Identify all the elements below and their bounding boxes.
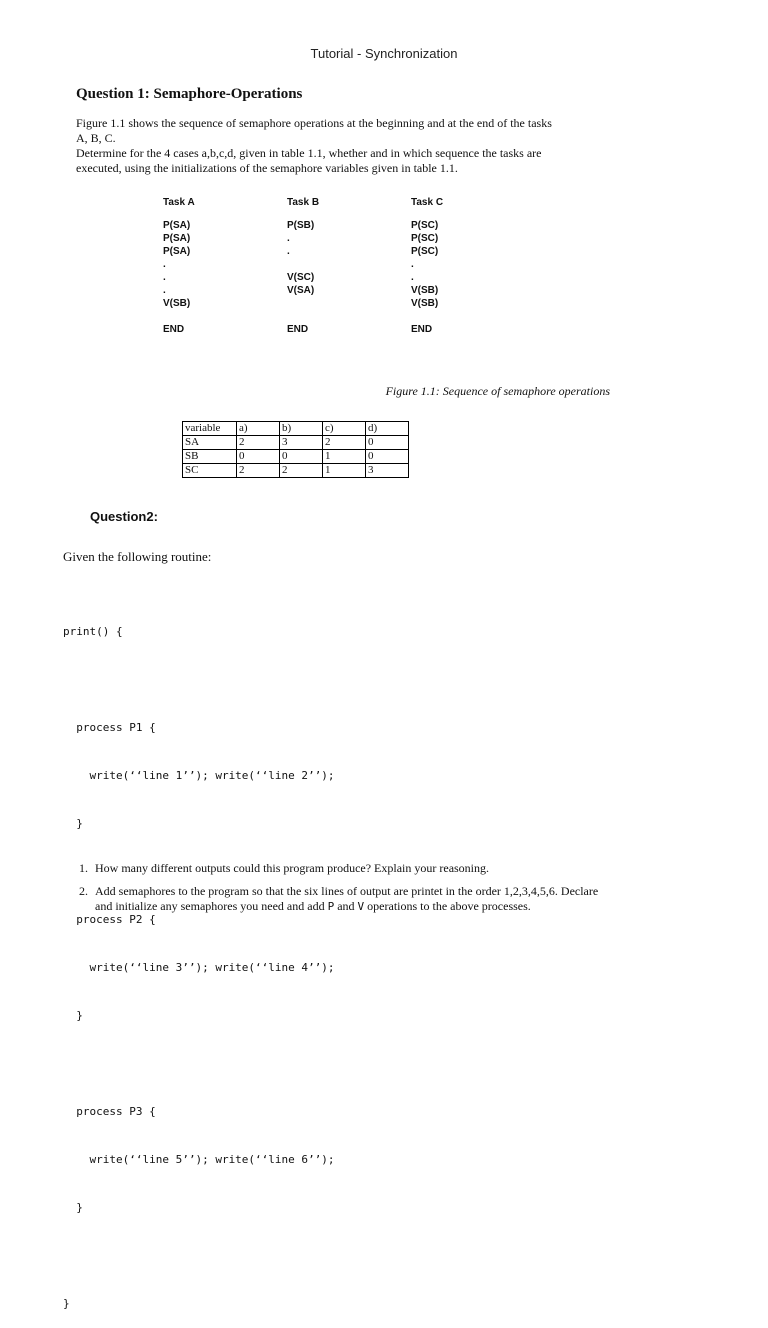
table-cell: 2: [323, 436, 366, 450]
task-c-op: P(SC): [411, 220, 439, 231]
code-line: write(‘‘line 5’’); write(‘‘line 6’’);: [63, 1153, 335, 1166]
table-cell: 1: [323, 464, 366, 478]
code-line: process P3 {: [63, 1105, 156, 1118]
task-c-op: END: [411, 324, 433, 335]
task-a-op: .: [163, 272, 166, 283]
task-b-op: [287, 297, 319, 310]
code-line: [63, 1248, 335, 1264]
table-cell: 3: [280, 436, 323, 450]
task-b-op: [287, 258, 319, 271]
code-line: print() {: [63, 625, 123, 638]
task-c-op: .: [411, 259, 414, 270]
task-a-op: P(SA): [163, 220, 191, 231]
table-cell: 0: [366, 450, 409, 464]
v-operation-keyword: V: [357, 900, 365, 913]
question2-items: [79, 861, 599, 922]
table-header-cell: a): [237, 422, 280, 436]
code-line: [63, 672, 335, 688]
code-line: }: [63, 1201, 83, 1214]
code-line: write(‘‘line 1’’); write(‘‘line 2’’);: [63, 769, 335, 782]
table-header-cell: d): [366, 422, 409, 436]
code-block: [63, 592, 335, 1328]
item-number: 1.: [79, 861, 88, 875]
task-b-op: END: [287, 324, 309, 335]
task-b-op: V(SA): [287, 285, 315, 296]
item-text-part: and: [334, 899, 358, 913]
task-a-op: [163, 310, 195, 323]
table-row: [183, 450, 409, 464]
table-header-cell: b): [280, 422, 323, 436]
table-header-cell: variable: [183, 422, 237, 436]
task-c-op: V(SB): [411, 285, 439, 296]
task-c-op: V(SB): [411, 298, 439, 309]
item-text-part: operations to the above processes.: [364, 899, 531, 913]
code-line: write(‘‘line 3’’); write(‘‘line 4’’);: [63, 961, 335, 974]
task-a-op: P(SA): [163, 233, 191, 244]
table-header-row: [183, 422, 409, 436]
question1-paragraph-1: Figure 1.1 shows the sequence of semaphore operations at the beginning and at the end of the tasks A, B, C.: [76, 116, 552, 145]
task-a-header: Task A: [163, 197, 195, 208]
task-a-column: [163, 196, 195, 336]
task-c-op: [411, 310, 443, 323]
p-operation-keyword: P: [327, 900, 335, 913]
task-b-header: Task B: [287, 197, 320, 208]
item-text: [95, 884, 599, 914]
task-c-op: P(SC): [411, 246, 439, 257]
question2-intro: Given the following routine:: [63, 549, 212, 564]
list-item: [79, 884, 599, 914]
task-c-op: P(SC): [411, 233, 439, 244]
list-item: [79, 861, 599, 876]
code-line: process P1 {: [63, 721, 156, 734]
table-row: [183, 436, 409, 450]
code-line: [63, 1056, 335, 1072]
table-cell: 2: [280, 464, 323, 478]
figure-caption: Figure 1.1: Sequence of semaphore operations: [385, 384, 610, 398]
table-cell: 3: [366, 464, 409, 478]
task-a-op: .: [163, 259, 166, 270]
table-cell: SB: [183, 450, 237, 464]
code-line: }: [63, 1297, 70, 1310]
item-text: How many different outputs could this program produce? Explain your reasoning.: [95, 861, 490, 875]
table-cell: 0: [237, 450, 280, 464]
item-number: 2.: [79, 884, 88, 898]
table-cell: 1: [323, 450, 366, 464]
task-a-op: V(SB): [163, 298, 191, 309]
question1-paragraph-2: Determine for the 4 cases a,b,c,d, given in table 1.1, whether and in which sequence the tasks are executed, using the initializations of the semaphore variables given in table 1.1.: [76, 146, 542, 175]
table-cell: SA: [183, 436, 237, 450]
task-c-op: .: [411, 272, 414, 283]
table-cell: SC: [183, 464, 237, 478]
task-a-op: P(SA): [163, 246, 191, 257]
task-b-op: .: [287, 246, 290, 257]
code-line: }: [63, 817, 83, 830]
task-a-op: END: [163, 324, 185, 335]
task-b-op: [287, 310, 319, 323]
question2-title: Question2:: [90, 509, 158, 524]
table-cell: 2: [237, 464, 280, 478]
table-cell: 0: [366, 436, 409, 450]
code-line: }: [63, 1009, 83, 1022]
table-cell: 0: [280, 450, 323, 464]
task-a-op: .: [163, 285, 166, 296]
task-b-op: P(SB): [287, 220, 315, 231]
table-row: [183, 464, 409, 478]
item-text-part: Add semaphores to the program so that the six lines of output are printet in the order 1,2,3,4,5,6. Declare and initialize any semaphores you need and add: [95, 884, 599, 913]
page-header: Tutorial - Synchronization: [310, 46, 458, 61]
table-header-cell: c): [323, 422, 366, 436]
semaphore-init-table: [182, 421, 409, 478]
task-b-op: V(SC): [287, 272, 315, 283]
question1-title: Question 1: Semaphore-Operations: [76, 86, 303, 102]
task-c-header: Task C: [411, 197, 444, 208]
task-b-op: .: [287, 233, 290, 244]
table-cell: 2: [237, 436, 280, 450]
code-line: process P2 {: [63, 913, 156, 926]
task-c-column: [411, 196, 443, 336]
task-b-column: [287, 196, 319, 336]
